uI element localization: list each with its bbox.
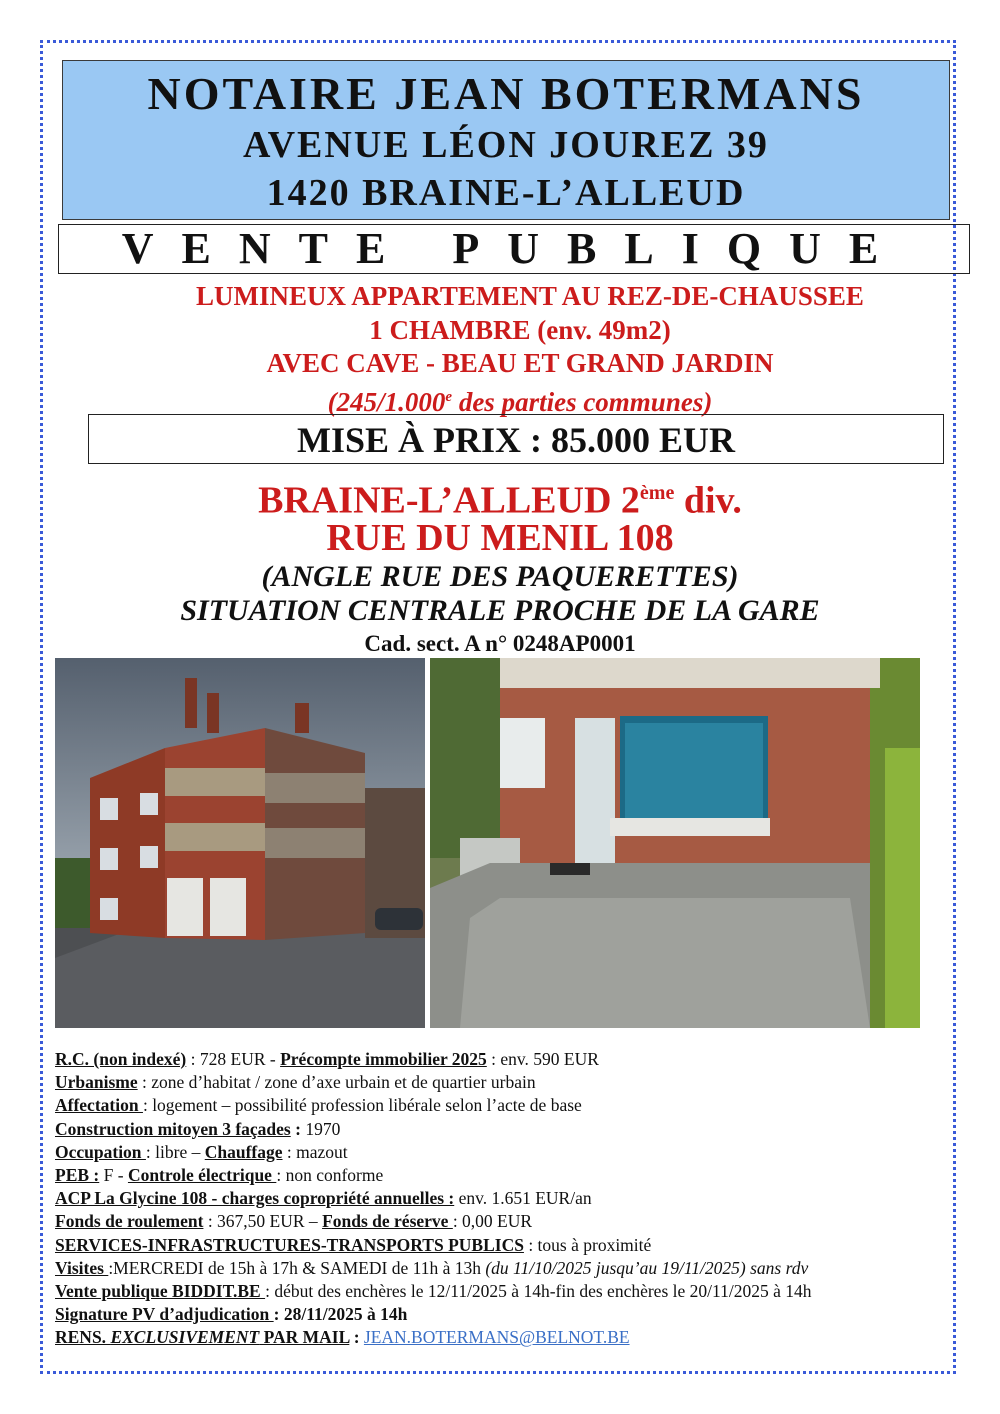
signature-row: Signature PV d’adjudication : 28/11/2025 à 14h [55,1304,408,1325]
street-address: RUE DU MENIL 108 [326,517,674,559]
notary-city: 1420 BRAINE-L’ALLEUD [266,172,746,214]
city-division: BRAINE-L’ALLEUD 2ème div. [258,479,742,522]
notary-street: AVENUE LÉON JOUREZ 39 [243,124,769,166]
occupation-row: Occupation : libre – Chauffage : mazout [55,1141,348,1162]
vente-publique-banner: VENTE PUBLIQUE [58,224,970,274]
vente-row: Vente publique BIDDIT.BE : début des enchères le 12/11/2025 à 14h-fin des enchères le 20/11/2025 à 14h [55,1281,812,1302]
starting-price-box: MISE À PRIX : 85.000 EUR [88,414,944,464]
urbanisme-row: Urbanisme : zone d’habitat / zone d’axe urbain et de quartier urbain [55,1072,536,1093]
affectation-row: Affectation : logement – possibilité profession libérale selon l’acte de base [55,1095,582,1116]
desc-line-4: (245/1.000e des parties communes) [327,387,713,417]
contact-row: RENS. EXCLUSIVEMENT PAR MAIL : JEAN.BOTERMANS@BELNOT.BE [55,1327,630,1348]
services-row: SERVICES-INFRASTRUCTURES-TRANSPORTS PUBLICS : tous à proximité [55,1234,652,1255]
situation: SITUATION CENTRALE PROCHE DE LA GARE [180,594,820,627]
desc-line-1: LUMINEUX APPARTEMENT AU REZ-DE-CHAUSSEE [196,281,864,311]
building-photo [55,658,425,1028]
rc-row: R.C. (non indexé) : 728 EUR - Précompte immobilier 2025 : env. 590 EUR [55,1049,599,1069]
peb-row: PEB : F - Controle électrique : non conforme [55,1165,384,1186]
email-link[interactable]: JEAN.BOTERMANS@BELNOT.BE [363,1327,630,1348]
desc-line-2: 1 CHAMBRE (env. 49m2) [369,315,671,345]
notary-header [62,60,950,220]
construction-row: Construction mitoyen 3 façades : 1970 [55,1118,341,1139]
fonds-row: Fonds de roulement : 367,50 EUR – Fonds de réserve : 0,00 EUR [55,1211,533,1232]
property-details [55,1048,955,1350]
visites-row: Visites :MERCREDI de 15h à 17h & SAMEDI de 11h à 13h (du 11/10/2025 jusqu’au 19/11/2025) sans rdv [55,1257,809,1278]
garden-entrance-photo [430,658,920,1028]
acp-row: ACP La Glycine 108 - charges copropriété annuelles : env. 1.651 EUR/an [55,1188,592,1209]
notary-name: NOTAIRE JEAN BOTERMANS [147,68,865,119]
cadastre-reference: Cad. sect. A n° 0248AP0001 [364,631,636,656]
corner-street: (ANGLE RUE DES PAQUERETTES) [261,560,739,593]
desc-line-3: AVEC CAVE - BEAU ET GRAND JARDIN [266,348,774,378]
